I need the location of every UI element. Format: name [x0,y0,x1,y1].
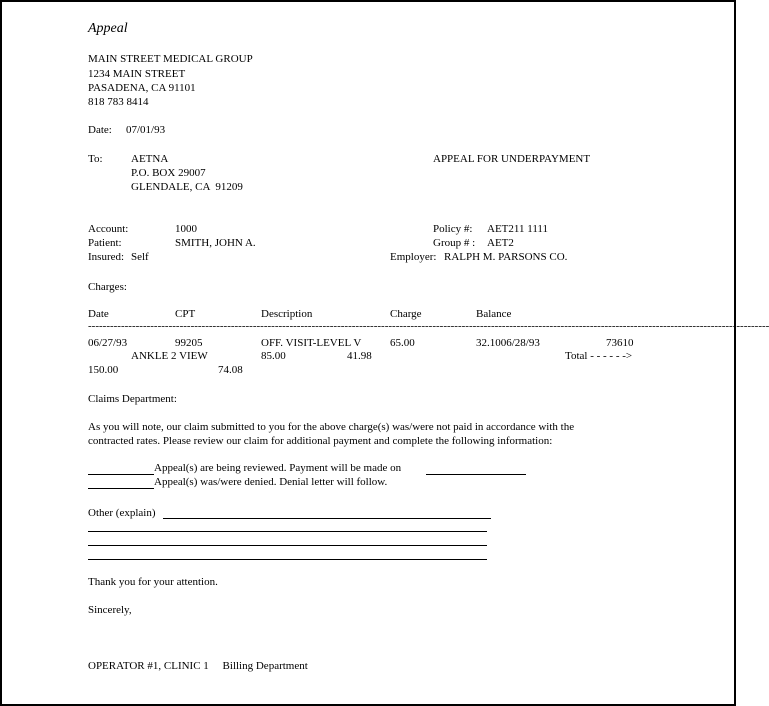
charge-amount: 65.00 [390,337,415,349]
insured-value: Self [131,251,149,263]
option1-text: Appeal(s) are being reviewed. Payment will be made on [154,462,402,474]
charge-code: 73610 [606,337,634,349]
total-label: Total - - - - - -> [565,350,633,362]
charge-description: OFF. VISIT-LEVEL V [261,337,362,349]
body-line-1: As you will note, our claim submitted to you for the above charge(s) was/were not paid in accordance with the [88,421,575,433]
signature: OPERATOR #1, CLINIC 1 Billing Department [88,660,308,672]
sender-address2: PASADENA, CA 91101 [88,82,196,94]
other-explain-line-3[interactable] [88,545,487,546]
sender-phone: 818 783 8414 [88,96,149,108]
payment-date-blank[interactable] [426,474,526,475]
total-charge: 150.00 [88,364,119,376]
total-balance: 74.08 [218,364,243,376]
date-label: Date: [88,124,112,136]
body-line-2: contracted rates. Please review our claim for additional payment and complete the following information: [88,435,553,447]
account-value: 1000 [175,223,197,235]
option2-blank[interactable] [88,488,154,489]
other-explain-line-4[interactable] [88,559,487,560]
other-label: Other (explain) [88,507,156,519]
document-title: Appeal [88,21,128,36]
charges-header-description: Description [261,308,313,320]
to-label: To: [88,153,103,165]
recipient-address1: P.O. BOX 29007 [131,167,206,179]
charges-header-charge: Charge [390,308,422,320]
sender-address1: 1234 MAIN STREET [88,68,186,80]
date-value: 07/01/93 [126,124,166,136]
recipient-name: AETNA [131,153,169,165]
charge-date: 06/27/93 [88,337,128,349]
charges-label: Charges: [88,281,127,293]
group-label: Group # : [433,237,476,249]
option1-blank[interactable] [88,474,154,475]
recipient-address2: GLENDALE, CA 91209 [131,181,243,193]
policy-label: Policy #: [433,223,473,235]
charges-separator: ------------------------------------------------------------------------------------------------------------------------------------------------------------------------------------------ [88,320,769,332]
charge2-description: ANKLE 2 VIEW [131,350,208,362]
salutation: Claims Department: [88,393,177,405]
charges-header-balance: Balance [476,308,512,320]
appeal-heading: APPEAL FOR UNDERPAYMENT [433,153,591,165]
charges-header-date: Date [88,308,109,320]
insured-label: Insured: [88,251,125,263]
patient-label: Patient: [88,237,122,249]
patient-value: SMITH, JOHN A. [175,237,256,249]
charge2-amount: 85.00 [261,350,286,362]
charges-header-cpt: CPT [175,308,196,320]
charge-cpt: 99205 [175,337,203,349]
other-explain-line-2[interactable] [88,531,487,532]
employer-value: RALPH M. PARSONS CO. [444,251,568,263]
charge-balance: 32.1006/28/93 [476,337,540,349]
closing-text: Sincerely, [88,604,132,616]
sender-name: MAIN STREET MEDICAL GROUP [88,53,253,65]
option2-text: Appeal(s) was/were denied. Denial letter will follow. [154,476,388,488]
group-value: AET2 [487,237,514,249]
other-explain-line-1[interactable] [163,518,491,519]
employer-label: Employer: [390,251,437,263]
thanks-text: Thank you for your attention. [88,576,218,588]
charge2-balance: 41.98 [347,350,372,362]
account-label: Account: [88,223,129,235]
policy-value: AET211 1111 [487,223,548,235]
